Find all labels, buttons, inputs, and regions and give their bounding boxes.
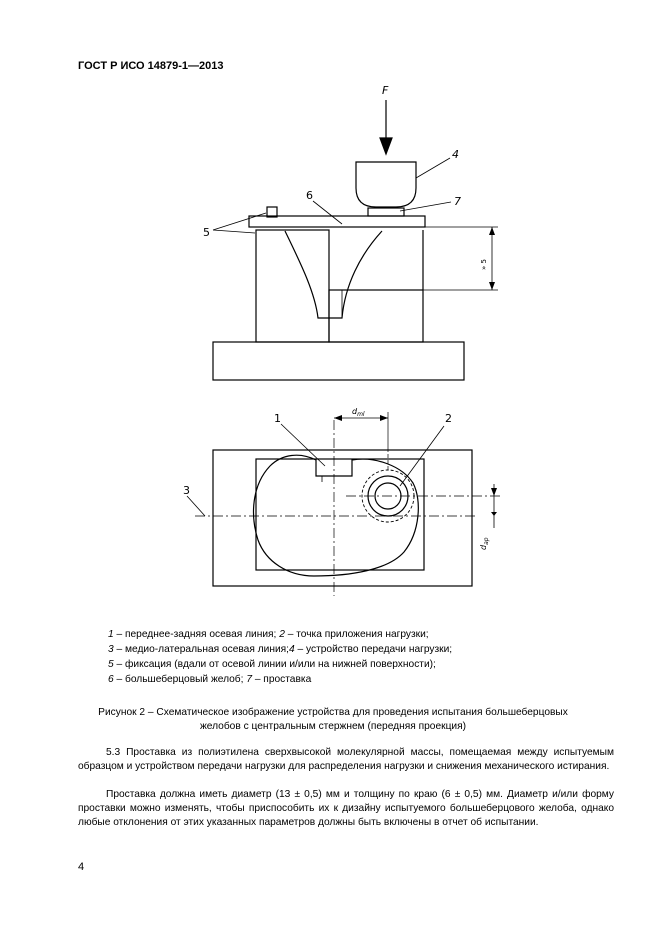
tibial-tray <box>249 216 425 227</box>
figure-caption: Рисунок 2 – Схематическое изображение устройства для проведения испытания большеберцовых желобов с центральным стержнем (передняя проекция) <box>98 707 568 732</box>
figure-legend <box>108 627 452 687</box>
svg-text:dml <box>352 407 365 418</box>
force-arrowhead <box>380 138 392 154</box>
paragraph-spacer-dimensions: Проставка должна иметь диаметр (13 ± 0,5) мм и толщину по краю (6 ± 0,5) мм. Диаметр и/или форму проставки можно изменять, чтобы приспособить их к дизайну испытуемого большеберцового желоба, однако любые отклонения от этих указанных параметров должны быть включены в отчет об испытании. <box>78 789 614 828</box>
label-4: 4 <box>452 148 459 161</box>
label-5: 5 <box>203 226 210 239</box>
spacer <box>368 208 404 216</box>
label-dim-5: » 5 <box>480 259 488 270</box>
legend-line-4: 6 – большеберцовый желоб; 7 – проставка <box>108 674 312 685</box>
label-force: F <box>382 84 389 97</box>
label-3: 3 <box>183 484 190 497</box>
label-d-ap-sub: ap <box>483 537 490 545</box>
legend-line-1: 1 – переднее-задняя осевая линия; 2 – точка приложения нагрузки; <box>108 629 429 640</box>
base-plate <box>213 342 464 380</box>
label-d-ml-sub: ml <box>357 411 365 418</box>
top-base-plate <box>213 450 472 586</box>
load-transfer-device <box>356 162 416 207</box>
label-7: 7 <box>454 195 461 208</box>
document-header: ГОСТ Р ИСО 14879-1—2013 <box>78 60 224 72</box>
legend-line-3: 5 – фиксация (вдали от осевой линии и/или на нижней поверхности); <box>108 659 436 670</box>
svg-text:dap <box>479 537 490 550</box>
paragraph-5-3: 5.3 Проставка из полиэтилена сверхвысокой молекулярной массы, помещаемая между испытуемым образцом и устройством передачи нагрузки для распределения нагрузки и снижения механического истирания. <box>78 747 614 772</box>
legend-line-2: 3 – медио-латеральная осевая линия;4 – устройство передачи нагрузки; <box>108 644 453 655</box>
label-d-ml: d <box>352 407 358 416</box>
page-number: 4 <box>78 861 85 873</box>
label-1: 1 <box>274 412 281 425</box>
inner-block <box>329 290 423 342</box>
label-2: 2 <box>445 412 452 425</box>
tray-stem <box>285 231 382 318</box>
label-6: 6 <box>306 189 313 202</box>
label-d-ap: d <box>479 544 488 550</box>
